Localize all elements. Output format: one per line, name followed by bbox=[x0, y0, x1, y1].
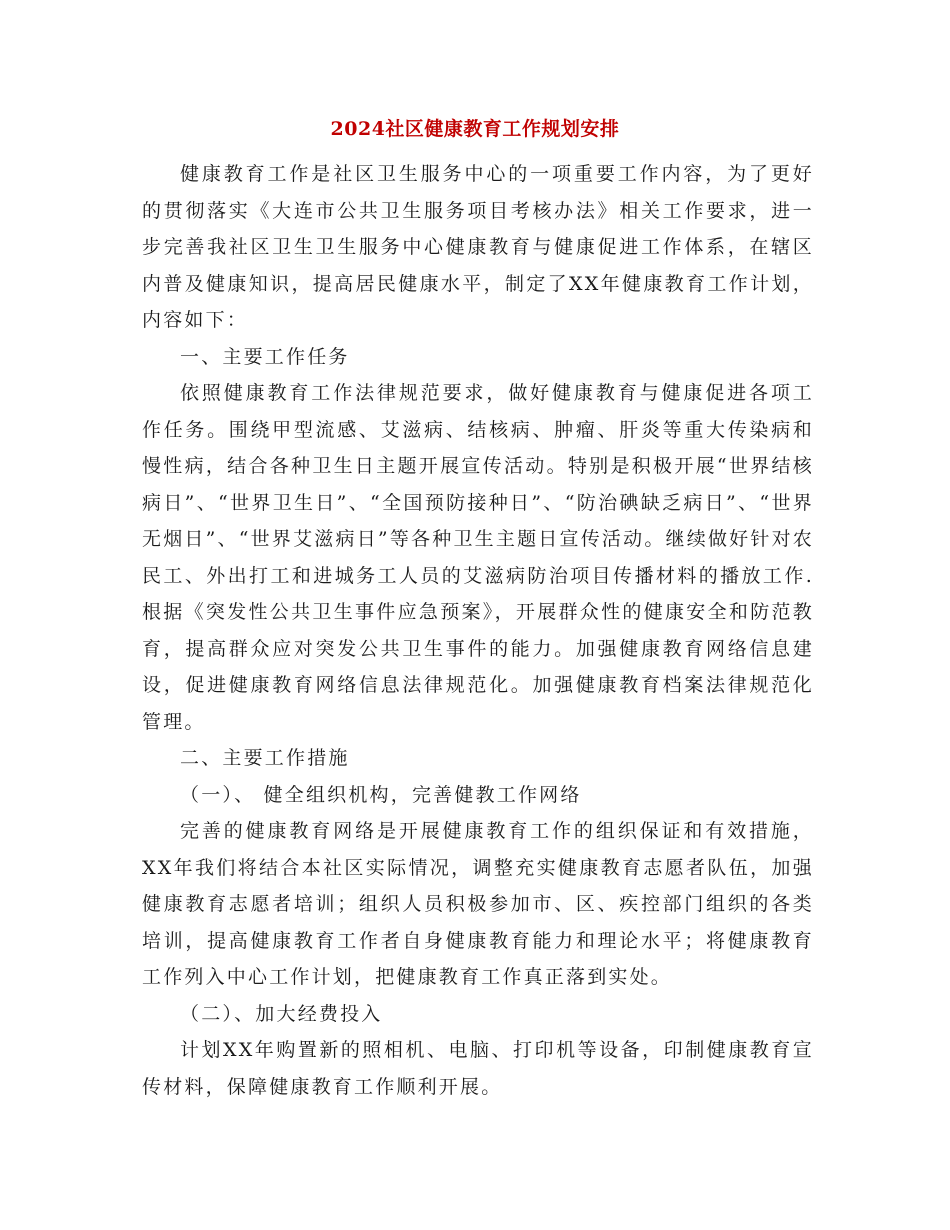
funding-paragraph: 计划XX年购置新的照相机、电脑、打印机等设备，印制健康教育宣传材料，保障健康教育工作顺利开展。 bbox=[142, 1039, 814, 1098]
subsection-heading-organization: （一）、 健全组织机构，完善健教工作网络 bbox=[180, 783, 582, 806]
document-title: 2024社区健康教育工作规划安排 bbox=[330, 118, 620, 140]
subsection-heading-funding: （二）、加大经费投入 bbox=[180, 1002, 383, 1025]
tasks-paragraph: 依照健康教育工作法律规范要求，做好健康教育与健康促进各项工作任务。围绕甲型流感、艾滋病、结核病、肿瘤、肝炎等重大传染病和慢性病，结合各种卫生日主题开展宣传活动。特别是积极开展“世界结核病日”、“世界卫生日”、“全国预防接种日”、“防治碘缺乏病日”、“世界无烟日”、“世界艾滋病日”等各种卫生主题日宣传活动。继续做好针对农民工、外出打工和进城务工人员的艾滋病防治项目传播材料的播放工作.根据《突发性公共卫生事件应急预案》，开展群众性的健康安全和防范教育，提高群众应对突发公共卫生事件的能力。加强健康教育网络信息建设，促进健康教育网络信息法律规范化。加强健康教育档案法律规范化管理。 bbox=[142, 382, 814, 733]
section-heading-tasks: 一、主要工作任务 bbox=[180, 345, 350, 368]
section-heading-measures: 二、主要工作措施 bbox=[180, 747, 350, 769]
organization-paragraph: 完善的健康教育网络是开展健康教育工作的组织保证和有效措施，XX年我们将结合本社区实际情况，调整充实健康教育志愿者队伍，加强健康教育志愿者培训；组织人员积极参加市、区、疾控部门组织的各类培训，提高健康教育工作者自身健康教育能力和理论水平；将健康教育工作列入中心工作计划，把健康教育工作真正落到实处。 bbox=[142, 820, 814, 988]
document-body bbox=[142, 156, 814, 1105]
intro-paragraph: 健康教育工作是社区卫生服务中心的一项重要工作内容，为了更好的贯彻落实《大连市公共卫生服务项目考核办法》相关工作要求，进一步完善我社区卫生卫生服务中心健康教育与健康促进工作体系，在辖区内普及健康知识，提高居民健康水平，制定了XX年健康教育工作计划，内容如下： bbox=[142, 163, 814, 331]
